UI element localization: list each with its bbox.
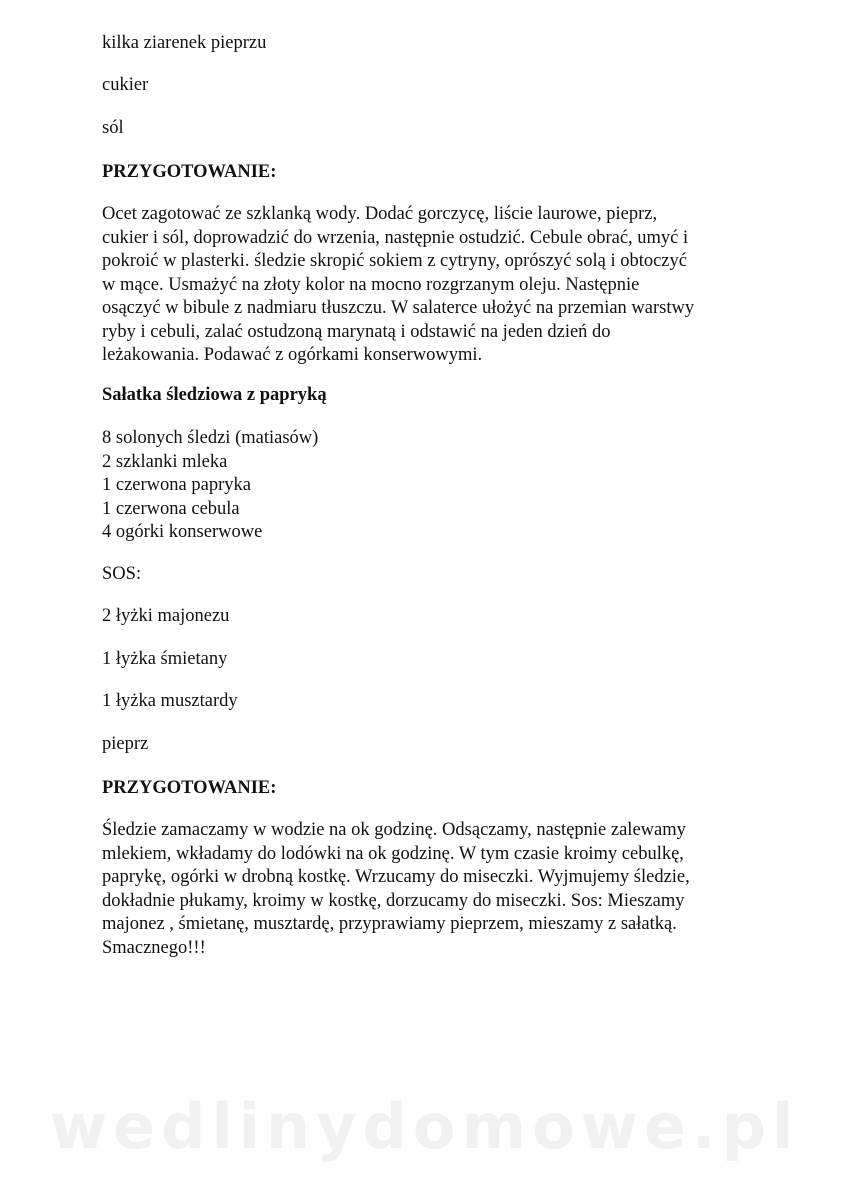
section-heading: PRZYGOTOWANIE: <box>102 162 277 182</box>
instruction-line: Śledzie zamaczamy w wodzie na ok godzinę. Odsączamy, następnie zalewamy <box>102 820 686 840</box>
ingredient-item: 1 czerwona papryka <box>102 475 251 495</box>
recipe-title: Sałatka śledziowa z papryką <box>102 385 327 405</box>
section-heading: PRZYGOTOWANIE: <box>102 778 277 798</box>
instruction-line: leżakowania. Podawać z ogórkami konserwowymi. <box>102 345 483 365</box>
instruction-line: majonez , śmietanę, musztardę, przyprawiamy pieprzem, mieszamy z sałatką. <box>102 914 677 934</box>
ingredient-item: cukier <box>102 75 149 95</box>
sauce-label: SOS: <box>102 564 142 584</box>
sauce-item: 1 łyżka musztardy <box>102 691 238 711</box>
sauce-item: 1 łyżka śmietany <box>102 649 228 669</box>
ingredient-item: kilka ziarenek pieprzu <box>102 33 267 53</box>
sauce-item: 2 łyżki majonezu <box>102 606 230 626</box>
instruction-line: Ocet zagotować ze szklanką wody. Dodać gorczycę, liście laurowe, pieprz, <box>102 204 658 224</box>
instruction-line: w mące. Usmażyć na złoty kolor na mocno rozgrzanym oleju. Następnie <box>102 274 640 295</box>
ingredient-item: 2 szklanki mleka <box>102 451 228 472</box>
ingredient-item: 1 czerwona cebula <box>102 498 240 519</box>
instruction-line: cukier i sól, doprowadzić do wrzenia, następnie ostudzić. Cebule obrać, umyć i <box>102 227 689 248</box>
ingredients-list <box>102 427 762 545</box>
ingredient-item: 4 ogórki konserwowe <box>102 522 263 542</box>
watermark: wedlinydomowe.pl <box>49 1090 800 1163</box>
instruction-line: ryby i cebuli, zalać ostudzoną marynatą i odstawić na jeden dzień do <box>102 321 611 342</box>
instruction-line: dokładnie płukamy, kroimy w kostkę, dorzucamy do miseczki. Sos: Mieszamy <box>102 890 685 911</box>
instruction-line: Smacznego!!! <box>102 937 206 958</box>
instruction-line: osączyć w bibule z nadmiaru tłuszczu. W salaterce ułożyć na przemian warstwy <box>102 298 695 318</box>
ingredient-item: sól <box>102 118 124 138</box>
instructions-paragraph <box>102 819 762 960</box>
instructions-paragraph <box>102 203 762 368</box>
instruction-line: paprykę, ogórki w drobną kostkę. Wrzucamy do miseczki. Wyjmujemy śledzie, <box>102 867 690 887</box>
ingredient-item: 8 solonych śledzi (matiasów) <box>102 428 319 448</box>
instruction-line: pokroić w plasterki. śledzie skropić sokiem z cytryny, oprószyć solą i obtoczyć <box>102 251 687 271</box>
sauce-item: pieprz <box>102 734 149 754</box>
instruction-line: mlekiem, wkładamy do lodówki na ok godzinę. W tym czasie kroimy cebulkę, <box>102 843 684 864</box>
